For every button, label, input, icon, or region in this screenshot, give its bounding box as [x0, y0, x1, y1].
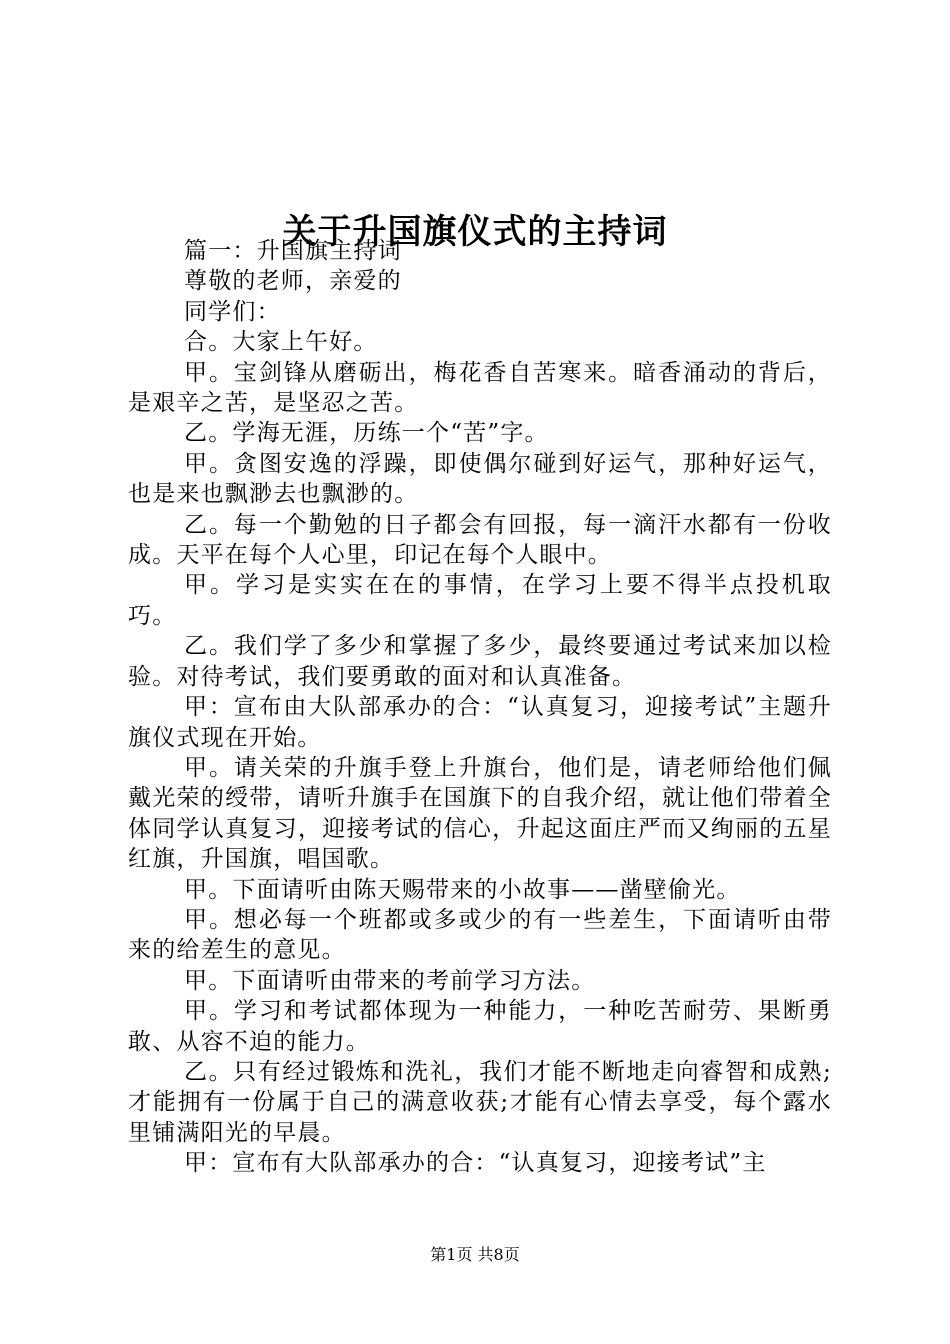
paragraph: 甲。想必每一个班都或多或少的有一些差生，下面请听由带来的给差生的意见。 — [128, 906, 832, 964]
paragraph: 甲。宝剑锋从磨砺出，梅花香自苦寒来。暗香涌动的背后，是艰辛之苦，是坚忍之苦。 — [128, 359, 832, 417]
document-body — [128, 236, 832, 1179]
document-title: 关于升国旗仪式的主持词 — [282, 211, 668, 252]
paragraph: 乙。每一个勤勉的日子都会有回报，每一滴汗水都有一份收成。天平在每个人心里，印记在每个人眼中。 — [128, 511, 832, 569]
paragraph: 乙。学海无涯，历练一个“苦”字。 — [184, 420, 549, 447]
page-footer: 第1页 共8页 — [430, 1245, 520, 1264]
paragraph: 甲。下面请听由带来的考前学习方法。 — [184, 967, 596, 994]
paragraph: 乙。我们学了多少和掌握了多少，最终要通过考试来加以检验。对待考试，我们要勇敢的面对和认真准备。 — [128, 633, 832, 690]
paragraph: 合。大家上午好。 — [184, 329, 378, 356]
paragraph: 甲。学习是实实在在的事情，在学习上要不得半点投机取巧。 — [128, 572, 832, 629]
paragraph: 甲：宣布由大队部承办的合：“认真复习，迎接考试”主题升旗仪式现在开始。 — [128, 694, 832, 751]
paragraph: 同学们： — [184, 298, 281, 325]
paragraph: 乙。只有经过锻炼和洗礼，我们才能不断地走向睿智和成熟;才能拥有一份属于自己的满意收获;才能有心情去享受，每个露水里铺满阳光的早晨。 — [128, 1058, 832, 1146]
paragraph: 甲。下面请听由陈天赐带来的小故事——凿壁偷光。 — [184, 876, 741, 903]
paragraph: 甲：宣布有大队部承办的合：“认真复习，迎接考试”主 — [184, 1150, 767, 1177]
paragraph: 甲。请关荣的升旗手登上升旗台，他们是，请老师给他们佩戴光荣的绶带，请听升旗手在国旗下的自我介绍，就让他们带着全体同学认真复习，迎接考试的信心，升起这面庄严而又绚丽的五星红旗，升国旗，唱国歌。 — [128, 754, 832, 873]
paragraph: 甲。贪图安逸的浮躁，即使偶尔碰到好运气，那种好运气，也是来也飘渺去也飘渺的。 — [128, 450, 832, 508]
paragraph: 篇一：升国旗主持词 — [184, 238, 402, 264]
paragraph: 甲。学习和考试都体现为一种能力，一种吃苦耐劳、果断勇敢、从容不迫的能力。 — [128, 998, 832, 1055]
paragraph: 尊敬的老师，亲爱的 — [184, 268, 402, 295]
